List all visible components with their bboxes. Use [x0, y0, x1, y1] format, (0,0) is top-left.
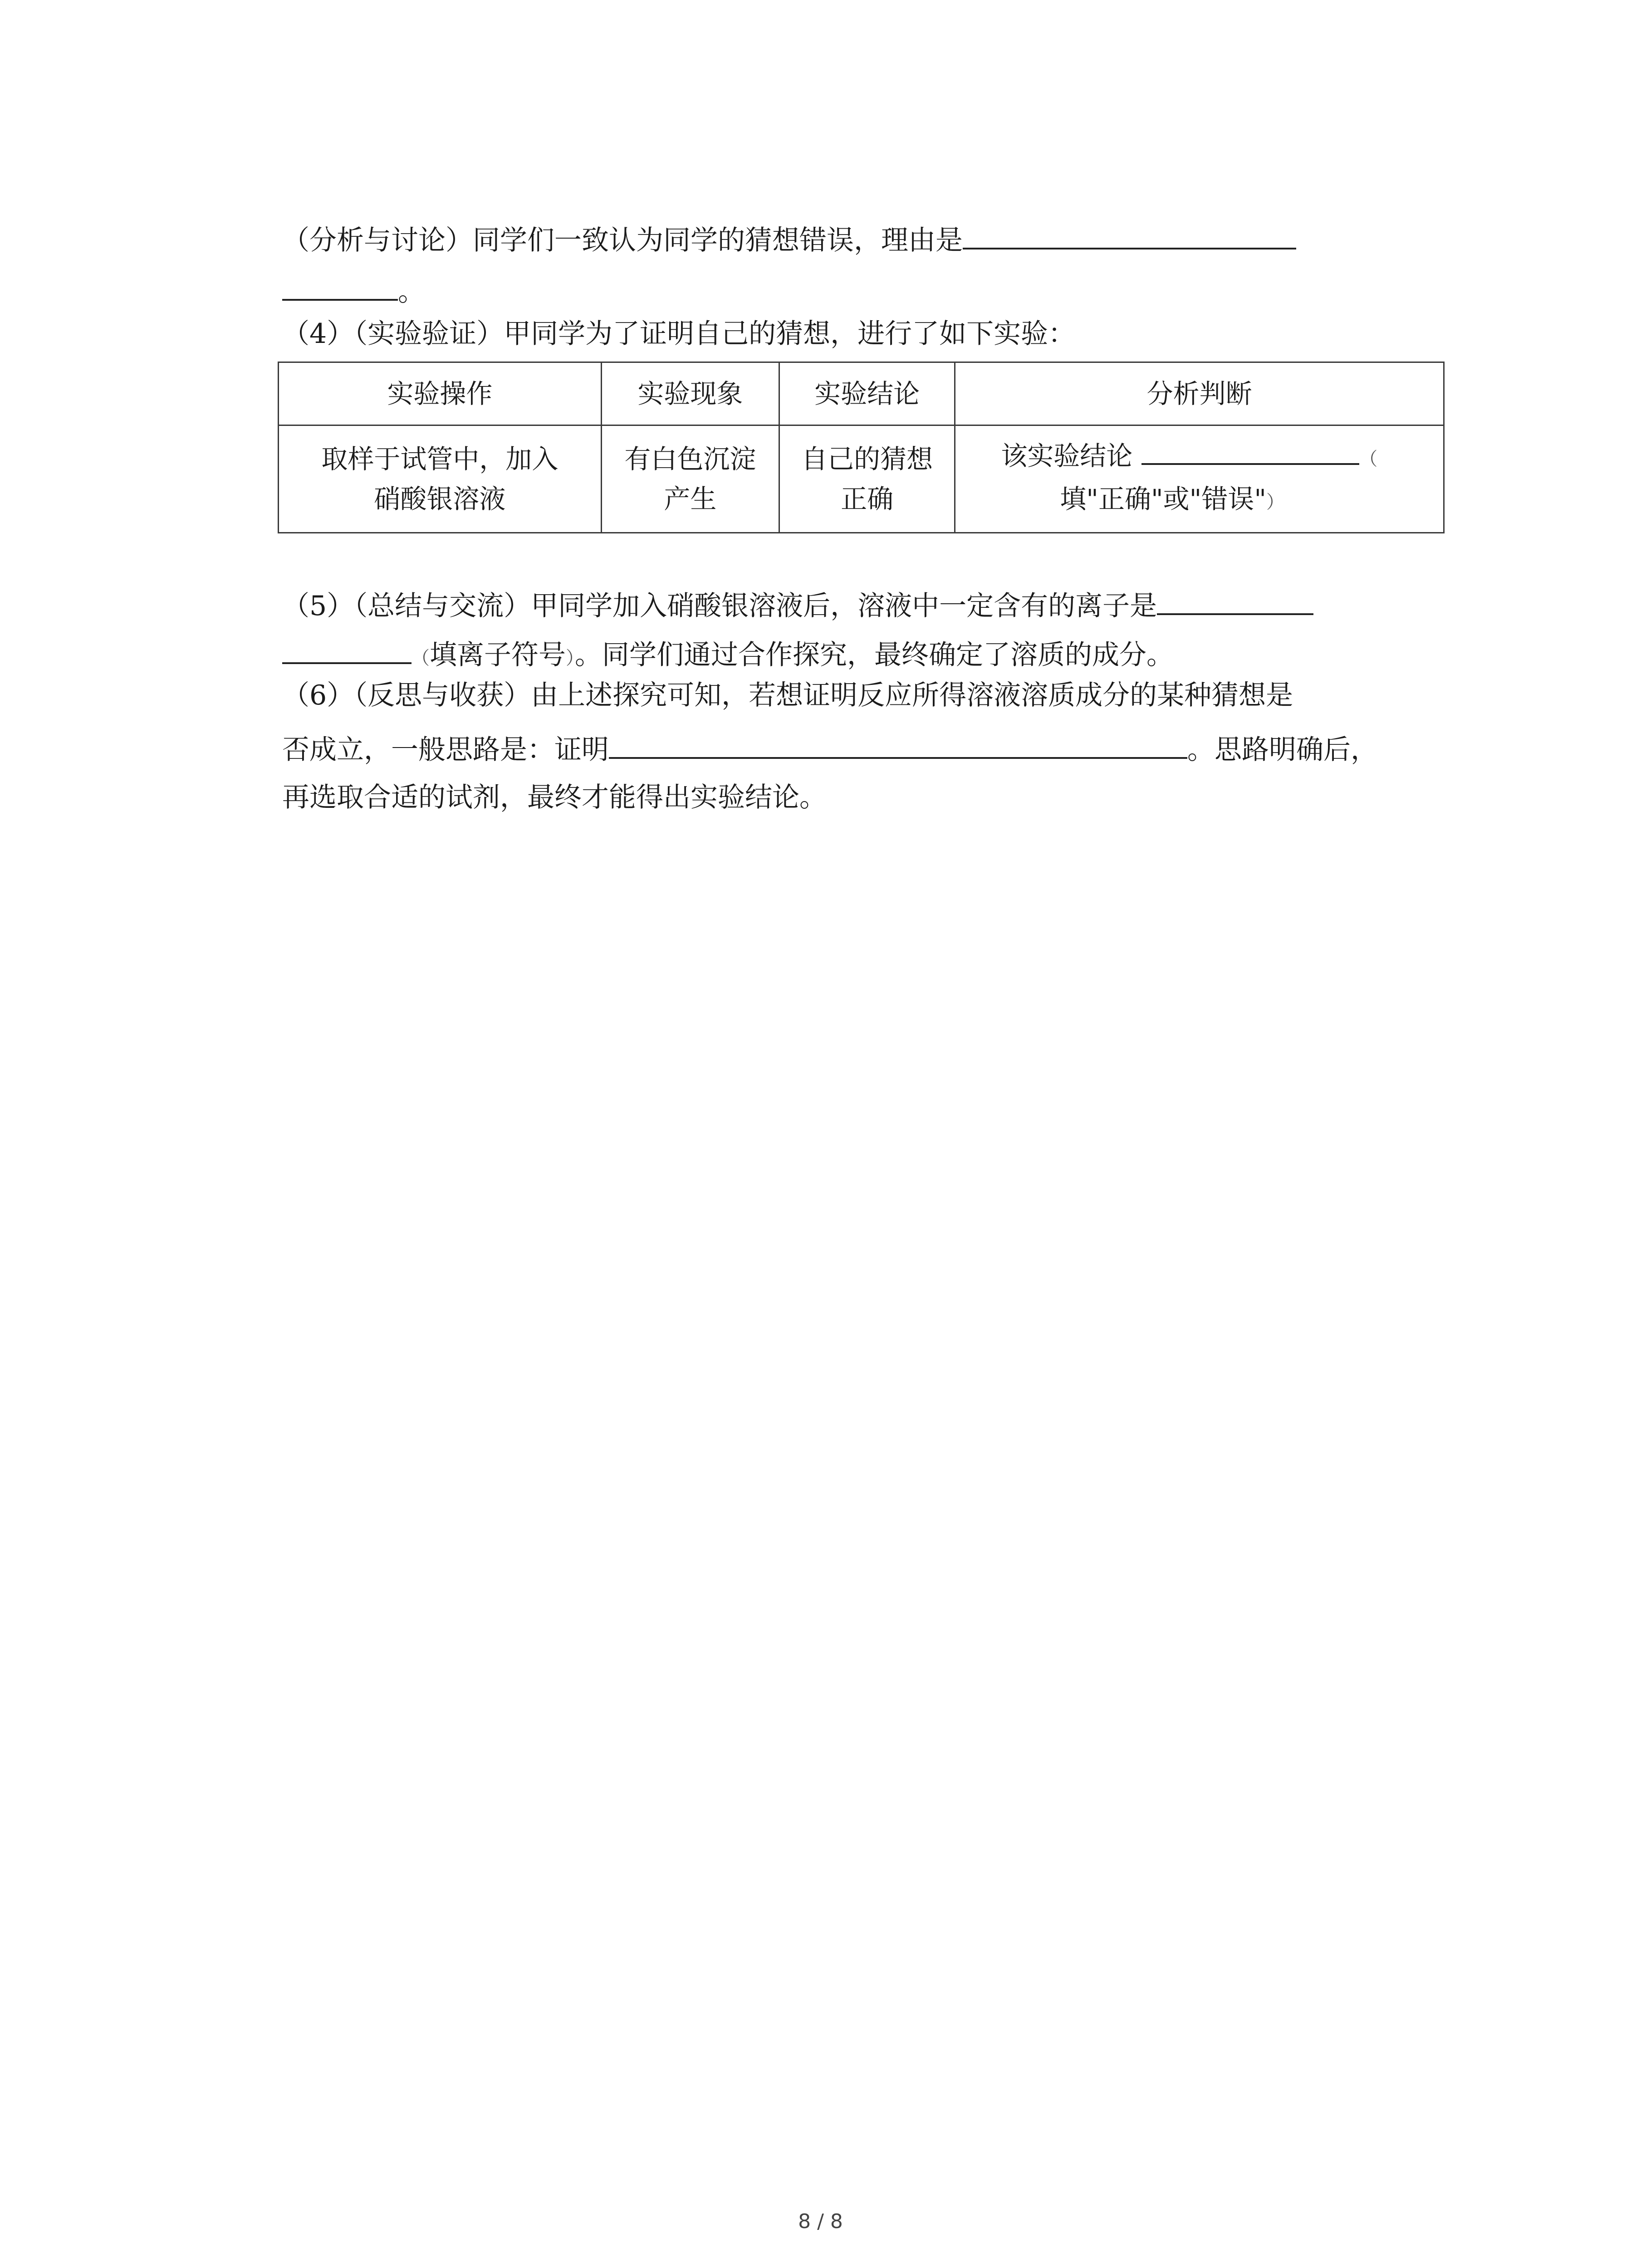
ion-blank-continued[interactable]	[282, 637, 411, 664]
question-6-text-1: （6）（反思与收获）由上述探究可知，若想证明反应所得溶液溶质成分的某种猜想是	[282, 679, 1293, 711]
operation-line-2: 硝酸银溶液	[374, 484, 506, 514]
discussion-line	[282, 222, 1296, 257]
question-4	[282, 318, 1075, 350]
ion-blank[interactable]	[1157, 588, 1313, 615]
proof-blank[interactable]	[609, 732, 1187, 759]
q5-paren-close: ）	[566, 648, 575, 669]
discussion-end: 。	[398, 276, 425, 308]
conclusion-line-2: 正确	[841, 484, 894, 514]
reason-blank-continued[interactable]	[282, 274, 398, 301]
analysis-prefix: 该实验结论	[1001, 440, 1133, 471]
analysis-row-1	[1001, 436, 1436, 479]
reason-blank[interactable]	[963, 222, 1296, 249]
phenomenon-line-2: 产生	[664, 484, 717, 514]
header-operation: 实验操作	[279, 362, 602, 425]
analysis-blank[interactable]	[1141, 438, 1359, 465]
question-6-text-2-suffix: 。思路明确后，	[1187, 734, 1378, 766]
question-6-line-3	[282, 781, 827, 814]
analysis-hint: 填"正确"或"错误"	[1060, 484, 1266, 514]
question-5-text-3: 。同学们通过合作探究，最终确定了溶质的成分。	[575, 639, 1174, 671]
discussion-text: （分析与讨论）同学们一致认为同学的猜想错误，理由是	[282, 225, 963, 256]
question-5-hint: 填离子符号	[430, 639, 566, 671]
q5-paren-open: （	[411, 648, 430, 669]
question-5-line-2	[282, 637, 1174, 675]
analysis-paren-open: （	[1359, 449, 1378, 469]
question-5-text-1: （5）（总结与交流）甲同学加入硝酸银溶液后，溶液中一定含有的离子是	[282, 590, 1157, 622]
cell-phenomenon	[601, 425, 779, 533]
phenomenon-line-1: 有白色沉淀	[624, 444, 756, 474]
question-6-text-3: 再选取合适的试剂，最终才能得出实验结论。	[282, 782, 827, 813]
table-row	[279, 425, 1444, 533]
experiment-table	[278, 362, 1445, 533]
question-6-text-2: 否成立，一般思路是：证明	[282, 734, 609, 766]
cell-conclusion	[779, 425, 955, 533]
analysis-row-2	[1001, 479, 1436, 522]
cell-operation	[279, 425, 602, 533]
table-header-row	[279, 362, 1444, 425]
header-analysis: 分析判断	[955, 362, 1444, 425]
question-4-text: （4）（实验验证）甲同学为了证明自己的猜想，进行了如下实验：	[282, 318, 1076, 350]
question-6-line-1	[282, 679, 1293, 712]
header-conclusion: 实验结论	[779, 362, 955, 425]
question-5-line-1	[282, 588, 1313, 622]
conclusion-line-1: 自己的猜想	[801, 444, 933, 474]
question-6-line-2	[282, 732, 1378, 766]
analysis-paren-close: ）	[1266, 492, 1284, 513]
page-number: 8 / 8	[798, 2210, 843, 2233]
discussion-line-2	[282, 274, 425, 308]
cell-analysis	[955, 425, 1444, 533]
header-phenomenon: 实验现象	[601, 362, 779, 425]
operation-line-1: 取样于试管中，加入	[321, 444, 558, 474]
